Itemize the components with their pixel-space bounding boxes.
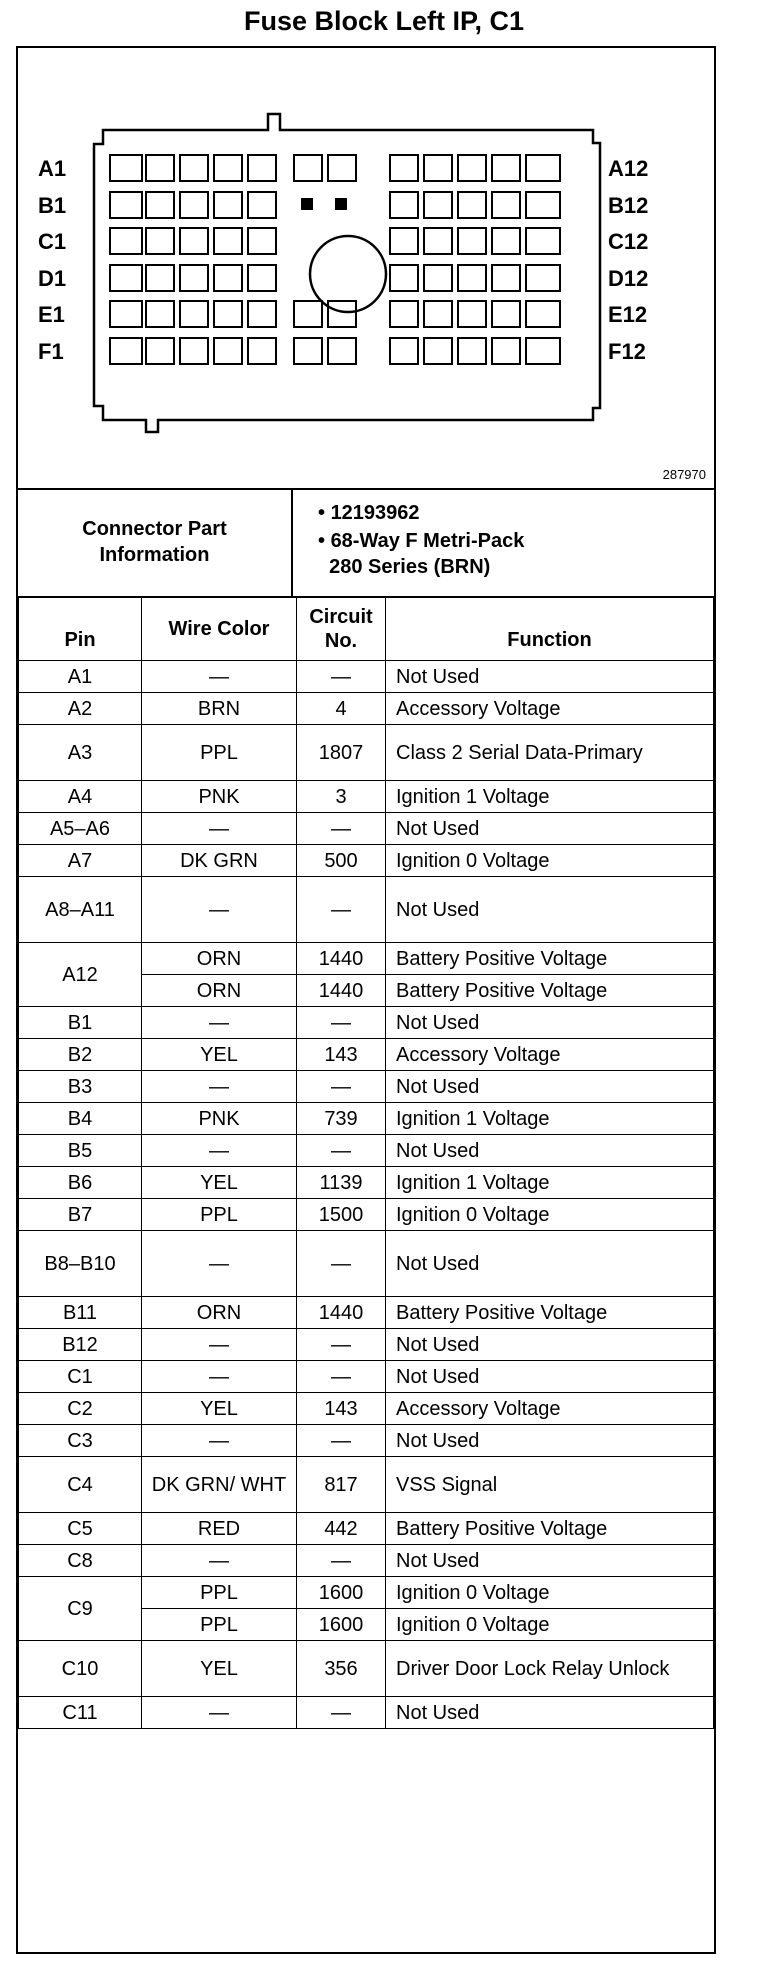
table-row xyxy=(19,1231,714,1297)
pinout-table xyxy=(18,596,714,1729)
cavity-outline xyxy=(492,192,520,218)
part-info-label-line2: Information xyxy=(99,544,210,566)
circuit-cell: 442 xyxy=(297,1513,386,1545)
cavity-outline xyxy=(458,155,486,181)
cavity-outline xyxy=(492,155,520,181)
wire-color-cell: — xyxy=(142,1231,297,1297)
pin-cell: B11 xyxy=(19,1297,142,1329)
wire-color-cell: ORN xyxy=(142,975,297,1007)
row-label-left: F1 xyxy=(38,339,64,364)
cavity-outline xyxy=(248,192,276,218)
cavity-outline xyxy=(526,338,560,364)
cavity-outline xyxy=(492,301,520,327)
wire-color-cell: PNK xyxy=(142,1103,297,1135)
row-label-left: A1 xyxy=(38,156,67,181)
cavity-outline xyxy=(248,155,276,181)
cavity-outline xyxy=(110,228,142,254)
cavity-outline xyxy=(214,192,242,218)
row-label-left: D1 xyxy=(38,266,67,291)
wire-color-cell: — xyxy=(142,1697,297,1729)
pin-cell: A3 xyxy=(19,725,142,781)
circuit-cell: — xyxy=(297,1697,386,1729)
cavity-outline xyxy=(492,265,520,291)
table-row xyxy=(19,1103,714,1135)
row-label-right: C12 xyxy=(608,229,649,254)
circuit-cell: — xyxy=(297,1425,386,1457)
cavity-outline xyxy=(458,192,486,218)
circuit-cell: — xyxy=(297,1361,386,1393)
row-label-left: C1 xyxy=(38,229,67,254)
function-cell: Battery Positive Voltage xyxy=(386,943,714,975)
function-cell: Battery Positive Voltage xyxy=(386,1513,714,1545)
cavity-outline xyxy=(526,265,560,291)
row-label-right: B12 xyxy=(608,193,649,218)
cavity-outline xyxy=(294,301,322,327)
pin-cell: C3 xyxy=(19,1425,142,1457)
page-title: Fuse Block Left IP, C1 xyxy=(243,6,525,36)
cavity-outline xyxy=(424,155,452,181)
function-cell: Not Used xyxy=(386,1329,714,1361)
function-cell: Ignition 0 Voltage xyxy=(386,1199,714,1231)
cavity-outline xyxy=(458,338,486,364)
table-row xyxy=(19,1329,714,1361)
wire-color-cell: — xyxy=(142,1545,297,1577)
wire-color-cell: PPL xyxy=(142,725,297,781)
wire-color-cell: — xyxy=(142,813,297,845)
pin-cell: A4 xyxy=(19,781,142,813)
connector-frame xyxy=(16,46,716,1954)
wire-color-cell: PPL xyxy=(142,1609,297,1641)
table-row xyxy=(19,1039,714,1071)
circuit-cell: 356 xyxy=(297,1641,386,1697)
pin-cell: B6 xyxy=(19,1167,142,1199)
cavity-outline xyxy=(328,301,356,327)
connector-face-drawing xyxy=(18,48,714,488)
wire-color-cell: — xyxy=(142,1007,297,1039)
table-row xyxy=(19,725,714,781)
pin-cell: C5 xyxy=(19,1513,142,1545)
row-label-right: D12 xyxy=(608,266,649,291)
table-row xyxy=(19,1071,714,1103)
cavity-outline xyxy=(110,155,142,181)
wire-color-cell: YEL xyxy=(142,1393,297,1425)
cavity-outline xyxy=(180,192,208,218)
function-cell: Not Used xyxy=(386,1697,714,1729)
pin-cell: C11 xyxy=(19,1697,142,1729)
wire-color-cell: ORN xyxy=(142,1297,297,1329)
cavity-outline xyxy=(458,228,486,254)
circuit-cell: 1440 xyxy=(297,943,386,975)
cavity-outline xyxy=(248,301,276,327)
table-row xyxy=(19,1297,714,1329)
cavity-outline xyxy=(180,228,208,254)
connector-part-info xyxy=(18,488,714,598)
cavity-outline xyxy=(214,228,242,254)
cavity-outline xyxy=(180,338,208,364)
function-cell: Accessory Voltage xyxy=(386,693,714,725)
pin-cell: A5–A6 xyxy=(19,813,142,845)
wire-color-cell: YEL xyxy=(142,1039,297,1071)
wire-color-cell: PNK xyxy=(142,781,297,813)
table-row xyxy=(19,1577,714,1609)
wire-color-cell: BRN xyxy=(142,693,297,725)
row-label-right: A12 xyxy=(608,156,649,181)
cavity-outline xyxy=(146,155,174,181)
circuit-cell: 1139 xyxy=(297,1167,386,1199)
keying-marker xyxy=(302,199,312,209)
function-cell: Not Used xyxy=(386,1425,714,1457)
pin-cell: B8–B10 xyxy=(19,1231,142,1297)
function-cell: Ignition 0 Voltage xyxy=(386,1609,714,1641)
pin-cell: A1 xyxy=(19,661,142,693)
cavity-outline xyxy=(294,155,322,181)
part-info-label xyxy=(18,488,293,596)
circuit-cell: 1807 xyxy=(297,725,386,781)
cavity-outline xyxy=(424,265,452,291)
circuit-cell: — xyxy=(297,1545,386,1577)
wire-color-cell: DK GRN xyxy=(142,845,297,877)
pin-cell: B1 xyxy=(19,1007,142,1039)
wire-color-cell: PPL xyxy=(142,1577,297,1609)
wire-color-cell: RED xyxy=(142,1513,297,1545)
cavity-outline xyxy=(180,265,208,291)
header-wire-color: Wire Color xyxy=(142,597,297,661)
keying-marker xyxy=(336,199,346,209)
function-cell: Ignition 1 Voltage xyxy=(386,1103,714,1135)
function-cell: VSS Signal xyxy=(386,1457,714,1513)
cavity-outline xyxy=(328,155,356,181)
cavity-outline xyxy=(146,228,174,254)
header-function: Function xyxy=(386,597,714,661)
pin-cell: A2 xyxy=(19,693,142,725)
table-row xyxy=(19,877,714,943)
header-pin: Pin xyxy=(19,597,142,661)
pin-cell: C10 xyxy=(19,1641,142,1697)
function-cell: Class 2 Serial Data-Primary xyxy=(386,725,714,781)
cavity-outline xyxy=(526,155,560,181)
circuit-cell: — xyxy=(297,661,386,693)
cavity-outline xyxy=(294,338,322,364)
part-description: • 68-Way F Metri-Pack 280 Series (BRN) xyxy=(318,530,525,578)
function-cell: Accessory Voltage xyxy=(386,1393,714,1425)
table-row xyxy=(19,1167,714,1199)
table-row xyxy=(19,943,714,975)
table-row xyxy=(19,845,714,877)
function-cell: Accessory Voltage xyxy=(386,1039,714,1071)
circuit-cell: — xyxy=(297,877,386,943)
cavity-outline xyxy=(424,301,452,327)
function-cell: Not Used xyxy=(386,1545,714,1577)
connector-diagram xyxy=(18,48,714,490)
cavity-outline xyxy=(110,338,142,364)
wire-color-cell: — xyxy=(142,1425,297,1457)
pinout-table-body xyxy=(19,661,714,1729)
circuit-cell: 4 xyxy=(297,693,386,725)
circuit-cell: 739 xyxy=(297,1103,386,1135)
circuit-cell: 1440 xyxy=(297,975,386,1007)
wire-color-cell: YEL xyxy=(142,1167,297,1199)
wire-color-cell: — xyxy=(142,877,297,943)
circuit-cell: 1600 xyxy=(297,1577,386,1609)
cavity-outline xyxy=(458,301,486,327)
pin-cell: A12 xyxy=(19,943,142,1007)
cavity-outline xyxy=(110,265,142,291)
function-cell: Ignition 0 Voltage xyxy=(386,845,714,877)
function-cell: Battery Positive Voltage xyxy=(386,975,714,1007)
cavity-outline xyxy=(146,265,174,291)
row-label-left: B1 xyxy=(38,193,67,218)
cavity-outline xyxy=(390,155,418,181)
table-row xyxy=(19,1457,714,1513)
circuit-cell: — xyxy=(297,813,386,845)
pin-cell: B5 xyxy=(19,1135,142,1167)
pin-cell: C2 xyxy=(19,1393,142,1425)
function-cell: Driver Door Lock Relay Unlock xyxy=(386,1641,714,1697)
function-cell: Not Used xyxy=(386,661,714,693)
table-row xyxy=(19,1545,714,1577)
cavity-outline xyxy=(526,192,560,218)
cavity-outline xyxy=(180,155,208,181)
function-cell: Not Used xyxy=(386,1135,714,1167)
table-row xyxy=(19,1641,714,1697)
function-cell: Battery Positive Voltage xyxy=(386,1297,714,1329)
table-row xyxy=(19,1513,714,1545)
cavity-outline xyxy=(146,338,174,364)
pin-cell: C9 xyxy=(19,1577,142,1641)
pin-cell: C4 xyxy=(19,1457,142,1513)
circuit-cell: 1440 xyxy=(297,1297,386,1329)
wire-color-cell: — xyxy=(142,1329,297,1361)
pin-cell: A7 xyxy=(19,845,142,877)
wire-color-cell: ORN xyxy=(142,943,297,975)
function-cell: Not Used xyxy=(386,1361,714,1393)
cavity-outline xyxy=(214,338,242,364)
wire-color-cell: YEL xyxy=(142,1641,297,1697)
table-row xyxy=(19,1199,714,1231)
wire-color-cell: — xyxy=(142,1135,297,1167)
table-row xyxy=(19,1135,714,1167)
circuit-cell: — xyxy=(297,1071,386,1103)
wire-color-cell: — xyxy=(142,661,297,693)
cavity-outline xyxy=(390,192,418,218)
cavity-outline xyxy=(146,301,174,327)
table-row xyxy=(19,1697,714,1729)
table-row xyxy=(19,781,714,813)
pin-cell: B12 xyxy=(19,1329,142,1361)
table-header-row xyxy=(19,597,714,661)
row-label-left: E1 xyxy=(38,302,65,327)
circuit-cell: 143 xyxy=(297,1393,386,1425)
circuit-cell: 817 xyxy=(297,1457,386,1513)
function-cell: Ignition 1 Voltage xyxy=(386,1167,714,1199)
table-row xyxy=(19,1007,714,1039)
function-cell: Not Used xyxy=(386,1231,714,1297)
pin-cell: A8–A11 xyxy=(19,877,142,943)
row-label-right: F12 xyxy=(608,339,646,364)
cavity-outline xyxy=(110,192,142,218)
cavity-outline xyxy=(214,265,242,291)
cavity-outline xyxy=(424,228,452,254)
cavity-outline xyxy=(424,192,452,218)
header-circuit: Circuit No. xyxy=(297,597,386,661)
circuit-cell: 500 xyxy=(297,845,386,877)
cavity-outline xyxy=(458,265,486,291)
table-row xyxy=(19,1393,714,1425)
cavity-outline xyxy=(214,155,242,181)
cavity-outline xyxy=(390,301,418,327)
function-cell: Ignition 1 Voltage xyxy=(386,781,714,813)
cavity-outline xyxy=(390,228,418,254)
pin-cell: B7 xyxy=(19,1199,142,1231)
cavity-outline xyxy=(328,338,356,364)
pin-cell: B2 xyxy=(19,1039,142,1071)
function-cell: Ignition 0 Voltage xyxy=(386,1577,714,1609)
circuit-cell: — xyxy=(297,1007,386,1039)
cavity-outline xyxy=(492,228,520,254)
table-row xyxy=(19,1425,714,1457)
wire-color-cell: PPL xyxy=(142,1199,297,1231)
function-cell: Not Used xyxy=(386,813,714,845)
circuit-cell: — xyxy=(297,1231,386,1297)
circuit-cell: 143 xyxy=(297,1039,386,1071)
table-row xyxy=(19,1361,714,1393)
circuit-cell: 3 xyxy=(297,781,386,813)
circuit-cell: — xyxy=(297,1135,386,1167)
function-cell: Not Used xyxy=(386,877,714,943)
pin-cell: B4 xyxy=(19,1103,142,1135)
wire-color-cell: — xyxy=(142,1071,297,1103)
cavity-outline xyxy=(248,338,276,364)
pin-cell: C8 xyxy=(19,1545,142,1577)
circuit-cell: 1600 xyxy=(297,1609,386,1641)
function-cell: Not Used xyxy=(386,1007,714,1039)
wire-color-cell: DK GRN/ WHT xyxy=(142,1457,297,1513)
table-row xyxy=(19,693,714,725)
part-info-values xyxy=(318,500,524,582)
part-number: • 12193962 xyxy=(318,502,420,524)
cavity-outline xyxy=(526,228,560,254)
cavity-outline xyxy=(248,228,276,254)
cavity-outline xyxy=(248,265,276,291)
figure-id: 287970 xyxy=(662,467,706,482)
circuit-cell: 1500 xyxy=(297,1199,386,1231)
cavity-outline xyxy=(390,338,418,364)
cavity-outline xyxy=(110,301,142,327)
cavity-outline xyxy=(390,265,418,291)
cavity-outline xyxy=(424,338,452,364)
cavity-outline xyxy=(180,301,208,327)
table-row xyxy=(19,661,714,693)
wire-color-cell: — xyxy=(142,1361,297,1393)
function-cell: Not Used xyxy=(386,1071,714,1103)
cavity-outline xyxy=(146,192,174,218)
pin-cell: B3 xyxy=(19,1071,142,1103)
table-row xyxy=(19,813,714,845)
cavity-outline xyxy=(492,338,520,364)
pin-cell: C1 xyxy=(19,1361,142,1393)
cavity-outline xyxy=(526,301,560,327)
part-info-label-line1: Connector Part xyxy=(82,518,227,540)
row-label-right: E12 xyxy=(608,302,648,327)
circuit-cell: — xyxy=(297,1329,386,1361)
cavity-outline xyxy=(214,301,242,327)
